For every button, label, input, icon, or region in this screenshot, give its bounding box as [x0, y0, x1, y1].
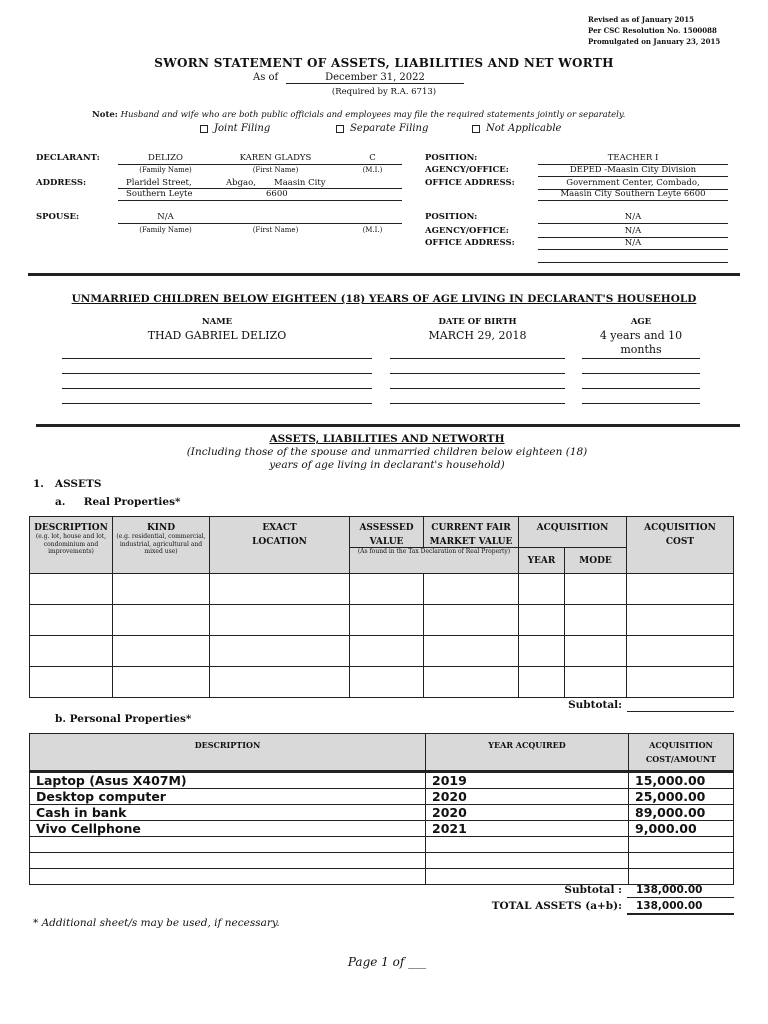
- rp-assessed-header-1: ASSESSED: [359, 523, 414, 533]
- rp-cell: [519, 605, 565, 636]
- rp-market-header-1: CURRENT FAIR: [431, 523, 511, 533]
- table-row: [30, 837, 734, 853]
- pp-year-header: YEAR ACQUIRED: [488, 740, 566, 750]
- rp-col-cost: [627, 517, 734, 574]
- pp-col-cost: [629, 734, 734, 772]
- table-row: [30, 667, 734, 698]
- rp-kind-header: KIND: [146, 523, 176, 533]
- required-by: (Required by R.A. 6713): [331, 87, 437, 97]
- pp-cost: 25,000.00: [629, 789, 734, 805]
- checkbox-icon: [200, 125, 208, 133]
- children-line: [62, 373, 372, 374]
- pp-description: [30, 869, 426, 885]
- total-assets-value: 138,000.00: [636, 900, 703, 912]
- children-line: [582, 403, 700, 404]
- rp-description-sub: (e.g. lot, house and lot, condominium and improvements): [35, 533, 107, 555]
- spouse-family-caption: (Family Name): [139, 226, 192, 234]
- checkbox-icon: [472, 125, 480, 133]
- rp-cell: [565, 605, 627, 636]
- rp-col-market: [424, 517, 519, 548]
- rp-col-mode: [565, 548, 627, 574]
- pp-description: Cash in bank: [30, 805, 426, 821]
- as-of-label: As of: [253, 72, 279, 83]
- children-line: [390, 358, 565, 359]
- rp-market-header-2: MARKET VALUE: [429, 537, 513, 547]
- declarant-agency: DEPED -Maasin City Division: [569, 165, 697, 175]
- pp-year: 2019: [426, 772, 629, 789]
- rp-col-location: [210, 517, 350, 574]
- mi-caption: (M.I.): [362, 166, 383, 174]
- table-row: [30, 605, 734, 636]
- table-row: [30, 574, 734, 605]
- pp-year: [426, 837, 629, 853]
- pp-year: 2021: [426, 821, 629, 837]
- rp-cell: [424, 605, 519, 636]
- assets-section-sub2: years of age living in declarant's household): [269, 459, 505, 471]
- rp-cell: [519, 636, 565, 667]
- address-street: Plaridel Street,: [126, 178, 192, 188]
- spouse-office-address: N/A: [624, 238, 642, 248]
- children-line: [62, 403, 372, 404]
- children-line: [390, 388, 565, 389]
- pp-description: Vivo Cellphone: [30, 821, 426, 837]
- office-address-1: Government Center, Combado,: [566, 178, 700, 188]
- children-name-header: NAME: [201, 317, 233, 327]
- declarant-label: DECLARANT:: [36, 153, 100, 163]
- filing-separate-label: Separate Filing: [350, 123, 429, 134]
- spouse-position-label: POSITION:: [425, 212, 478, 222]
- pp-description: Laptop (Asus X407M): [30, 772, 426, 789]
- children-line: [390, 403, 565, 404]
- declarant-mi: C: [369, 153, 376, 163]
- spouse-office-line-1: [538, 249, 728, 250]
- total-assets-line: [627, 913, 734, 915]
- table-row: [30, 636, 734, 667]
- pp-col-description: [30, 734, 426, 772]
- first-name-caption: (First Name): [252, 166, 299, 174]
- rp-cell: [627, 574, 734, 605]
- child-dob: MARCH 29, 2018: [428, 329, 527, 342]
- rp-col-assessed: [350, 517, 424, 548]
- office-address-2: Maasin City Southern Leyte 6600: [560, 189, 706, 199]
- personal-subtotal-line: [627, 897, 734, 898]
- rp-location-header-1: EXACT: [262, 523, 297, 533]
- address-line-2: [118, 200, 402, 201]
- personal-properties-table: [29, 733, 734, 885]
- rp-cell: [350, 667, 424, 698]
- rp-col-description: [30, 517, 113, 574]
- rp-col-year: [519, 548, 565, 574]
- rp-cell: [350, 636, 424, 667]
- total-assets-label: TOTAL ASSETS (a+b):: [491, 900, 622, 912]
- rp-col-acquisition: [519, 517, 627, 548]
- rp-cost-header-2: COST: [665, 537, 695, 547]
- office-address-label: OFFICE ADDRESS:: [425, 178, 515, 188]
- declarant-family-name: DELIZO: [148, 153, 183, 163]
- pp-cost-header-2: COST/AMOUNT: [645, 754, 717, 764]
- child-age: 4 years and 10 months: [599, 329, 683, 356]
- rp-cell: [113, 574, 210, 605]
- rp-cell: [519, 667, 565, 698]
- declarant-first-name: KAREN GLADYS: [239, 153, 312, 163]
- additional-sheet-note: * Additional sheet/s may be used, if necessary.: [33, 917, 280, 929]
- table-row: [30, 853, 734, 869]
- note-text: Husband and wife who are both public officials and employees may file the required statements jointly or separately.: [120, 110, 626, 120]
- pp-cost: 15,000.00: [629, 772, 734, 789]
- assets-section-title: ASSETS, LIABILITIES AND NETWORTH: [269, 433, 505, 445]
- personal-subtotal-value: 138,000.00: [636, 884, 703, 896]
- pp-description: Desktop computer: [30, 789, 426, 805]
- rp-cell: [210, 574, 350, 605]
- rp-cell: [627, 605, 734, 636]
- spouse-agency: N/A: [624, 226, 642, 236]
- spouse-family-name: N/A: [157, 212, 174, 222]
- pp-cost: 9,000.00: [629, 821, 734, 837]
- agency-line: [538, 176, 728, 177]
- rp-mode-header: MODE: [579, 555, 612, 566]
- rp-cell: [113, 605, 210, 636]
- table-row: [30, 805, 734, 821]
- children-line: [390, 373, 565, 374]
- address-line-1: [118, 188, 402, 189]
- assets-heading: 1. ASSETS: [33, 478, 102, 490]
- section-divider-2: [36, 424, 740, 427]
- rp-cell: [627, 636, 734, 667]
- rp-cell: [565, 636, 627, 667]
- note: [92, 110, 625, 120]
- real-subtotal-line: [627, 711, 734, 712]
- revision-block: [588, 14, 720, 47]
- pp-year: [426, 869, 629, 885]
- rp-cell: [210, 605, 350, 636]
- as-of-date: December 31, 2022: [286, 72, 464, 84]
- children-line: [582, 373, 700, 374]
- pp-year: [426, 853, 629, 869]
- checkbox-icon: [336, 125, 344, 133]
- pp-cost: [629, 869, 734, 885]
- rp-col-kind: [113, 517, 210, 574]
- revised-text: Revised as of January 2015: [588, 15, 694, 24]
- table-row: [30, 789, 734, 805]
- child-name: THAD GABRIEL DELIZO: [147, 329, 287, 342]
- filing-not-applicable[interactable]: [472, 123, 561, 134]
- agency-label: AGENCY/OFFICE:: [425, 165, 509, 175]
- address-city: Maasin City: [274, 178, 326, 188]
- pp-year: 2020: [426, 805, 629, 821]
- table-row: [30, 821, 734, 837]
- spouse-mi-caption: (M.I.): [362, 226, 383, 234]
- spouse-first-caption: (First Name): [252, 226, 299, 234]
- real-properties-table: [29, 516, 734, 698]
- pp-cost-header-1: ACQUISITION: [649, 740, 713, 750]
- spouse-label: SPOUSE:: [36, 212, 80, 222]
- real-subtotal-label: Subtotal:: [568, 699, 622, 711]
- office-line-2: [538, 200, 728, 201]
- spouse-office-line-2: [538, 262, 728, 263]
- spouse-agency-label: AGENCY/OFFICE:: [425, 226, 509, 236]
- section-divider: [28, 273, 740, 276]
- family-name-caption: (Family Name): [139, 166, 192, 174]
- rp-assessed-header-2: VALUE: [369, 537, 404, 547]
- rp-cell: [424, 574, 519, 605]
- pp-cost: [629, 837, 734, 853]
- address-barangay: Abgao,: [226, 178, 256, 188]
- pp-cost: [629, 853, 734, 869]
- rp-cell: [519, 574, 565, 605]
- rp-year-header: YEAR: [527, 555, 556, 566]
- rp-cell: [30, 574, 113, 605]
- table-row: [30, 772, 734, 789]
- address-label: ADDRESS:: [36, 178, 87, 188]
- declarant-name-line: [118, 164, 402, 165]
- pp-description: [30, 853, 426, 869]
- pp-year: 2020: [426, 789, 629, 805]
- resolution-text: Per CSC Resolution No. 1500088: [588, 26, 717, 35]
- rp-kind-sub: (e.g. residential, commercial, industrial, agricultural and mixed use): [116, 533, 206, 555]
- rp-cell: [424, 636, 519, 667]
- spouse-position-line: [538, 223, 728, 224]
- rp-cell: [30, 605, 113, 636]
- personal-properties-heading: b. Personal Properties*: [55, 713, 192, 725]
- rp-cell: [210, 636, 350, 667]
- rp-cell: [350, 574, 424, 605]
- rp-cell: [565, 667, 627, 698]
- rp-cell: [210, 667, 350, 698]
- spouse-position: N/A: [624, 212, 642, 222]
- real-properties-heading: a. Real Properties*: [55, 496, 181, 508]
- declarant-position: TEACHER I: [607, 153, 659, 163]
- filing-joint-label: Joint Filing: [214, 123, 271, 134]
- pp-cost: 89,000.00: [629, 805, 734, 821]
- position-label: POSITION:: [425, 153, 478, 163]
- rp-cell: [30, 667, 113, 698]
- filing-separate[interactable]: [336, 123, 428, 134]
- note-label: Note:: [92, 110, 118, 120]
- filing-na-label: Not Applicable: [486, 123, 562, 134]
- rp-cost-header-1: ACQUISITION: [644, 523, 716, 533]
- children-line: [582, 358, 700, 359]
- page-number: Page 1 of ___: [347, 955, 427, 969]
- promulgated-text: Promulgated on January 23, 2015: [588, 37, 721, 46]
- assets-section-sub1: (Including those of the spouse and unmarried children below eighteen (18): [186, 446, 588, 458]
- personal-subtotal-label: Subtotal :: [564, 884, 622, 896]
- address-zip: 6600: [266, 189, 288, 199]
- rp-cell: [30, 636, 113, 667]
- rp-cell: [350, 605, 424, 636]
- address-province: Southern Leyte: [126, 189, 193, 199]
- children-line: [62, 388, 372, 389]
- children-title: UNMARRIED CHILDREN BELOW EIGHTEEN (18) YEARS OF AGE LIVING IN DECLARANT'S HOUSEHOLD: [71, 293, 697, 305]
- children-age-header: AGE: [630, 317, 652, 327]
- rp-cell: [113, 636, 210, 667]
- pp-description-header: DESCRIPTION: [194, 740, 261, 750]
- rp-description-header: DESCRIPTION: [34, 523, 108, 533]
- spouse-name-line: [118, 223, 402, 224]
- children-line: [62, 358, 372, 359]
- rp-market-sub-cell: [350, 548, 519, 574]
- form-title: SWORN STATEMENT OF ASSETS, LIABILITIES AND NET WORTH: [154, 56, 614, 70]
- table-row: [30, 869, 734, 885]
- children-dob-header: DATE OF BIRTH: [438, 317, 517, 327]
- rp-cell: [627, 667, 734, 698]
- filing-joint[interactable]: [200, 123, 270, 134]
- rp-acquisition-header: ACQUISITION: [536, 523, 609, 533]
- rp-cell: [113, 667, 210, 698]
- pp-col-year: [426, 734, 629, 772]
- rp-cell: [424, 667, 519, 698]
- rp-cell: [565, 574, 627, 605]
- spouse-office-address-label: OFFICE ADDRESS:: [425, 238, 515, 248]
- children-line: [582, 388, 700, 389]
- pp-description: [30, 837, 426, 853]
- rp-market-sub: (As found in the Tax Declaration of Real Property): [357, 548, 511, 555]
- rp-location-header-2: LOCATION: [252, 537, 307, 547]
